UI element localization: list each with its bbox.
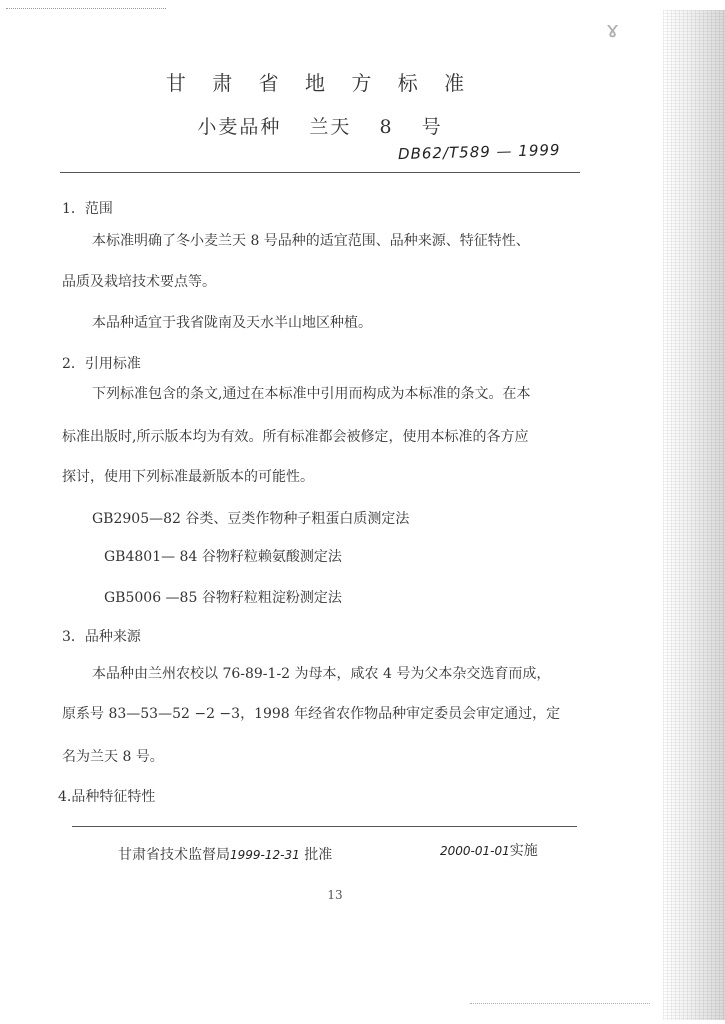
scan-edge-shading (663, 10, 725, 1020)
scan-noise-bottom (470, 1003, 650, 1004)
approval-label: 批准 (299, 847, 333, 863)
section-2-paragraph-line-2: 标准出版时,所示版本均为有效。所有标准都会被修定，使用本标准的各方应 (62, 429, 529, 445)
implementation-line (440, 840, 538, 860)
header-rule (60, 172, 580, 173)
reference-standard: GB2905—82 谷类、豆类作物种子粗蛋白质测定法 (92, 511, 410, 527)
approval-authority: 甘肃省技术监督局 (118, 847, 230, 863)
corner-pencil-mark: ɤ (606, 18, 620, 43)
approval-line (118, 844, 332, 864)
reference-standard: GB4801— 84 谷物籽粒赖氨酸测定法 (104, 549, 342, 565)
standard-subtitle: 小麦品种 兰天 8 号 (197, 116, 443, 138)
approval-date: 1999-12-31 (230, 848, 300, 862)
section-3-paragraph-line-1: 本品种由兰州农校以 76-89-1-2 为母本，咸农 4 号为父本杂交选育而成， (92, 666, 551, 682)
standard-title: 甘 肃 省 地 方 标 准 (165, 71, 475, 95)
section-1-paragraph-line-1: 本标准明确了冬小麦兰天 8 号品种的适宜范围、品种来源、特征特性、 (92, 233, 530, 249)
section-1-heading: 1．范围 (62, 201, 113, 217)
section-4-heading: 4.品种特征特性 (58, 789, 156, 805)
section-2-paragraph-line-3: 探讨，使用下列标准最新版本的可能性。 (62, 469, 314, 485)
section-1-paragraph-line-3: 本品种适宜于我省陇南及天水半山地区种植。 (92, 315, 372, 331)
section-3-paragraph-line-2: 原系号 83—53—52 −2 −3，1998 年经省农作物品种审定委员会审定通过，定 (62, 706, 561, 722)
standard-code: DB62/T589 — 1999 (397, 140, 561, 164)
section-2-heading: 2．引用标准 (62, 356, 141, 372)
implementation-date: 2000-01-01 (440, 844, 510, 858)
implementation-label: 实施 (509, 843, 538, 859)
section-3-paragraph-line-3: 名为兰天 8 号。 (62, 749, 164, 765)
reference-standard: GB5006 —85 谷物籽粒粗淀粉测定法 (104, 590, 342, 606)
scan-noise-top (6, 8, 166, 15)
page-number: 13 (327, 888, 343, 902)
section-1-paragraph-line-2: 品质及栽培技术要点等。 (62, 274, 216, 290)
footer-rule (72, 826, 577, 827)
section-3-heading: 3．品种来源 (62, 629, 141, 645)
section-2-paragraph-line-1: 下列标准包含的条文,通过在本标准中引用而构成为本标准的条文。在本 (92, 386, 531, 402)
